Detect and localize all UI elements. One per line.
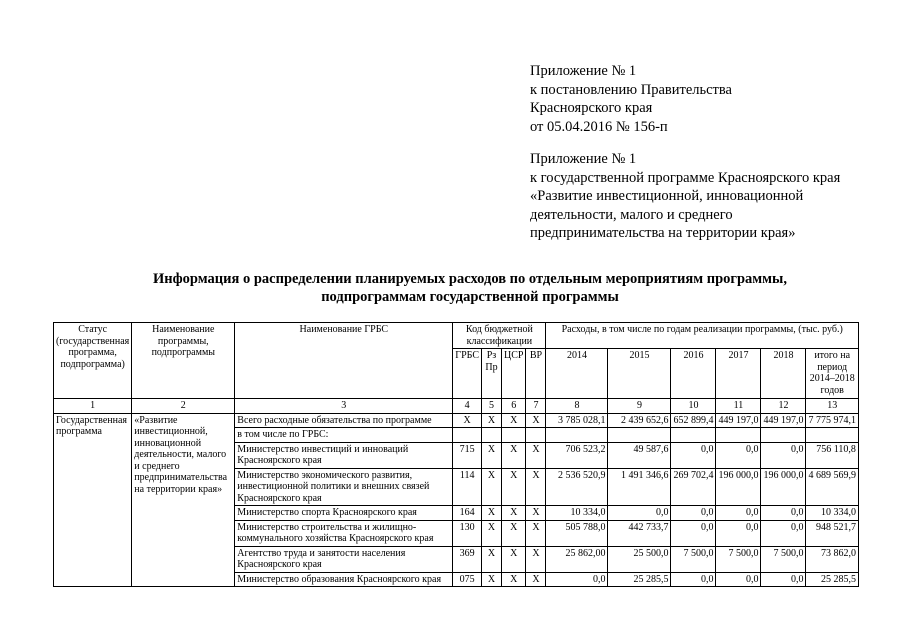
- appendix-line: предпринимательства на территории края»: [530, 225, 796, 241]
- grbs-name: Министерство экономического развития, инвестиционной политики и внешних связей Красноярского края: [235, 468, 453, 506]
- value-2017: 449 197,0: [716, 413, 761, 428]
- value-2014: 25 862,00: [546, 546, 608, 572]
- value-2016: 0,0: [671, 520, 716, 546]
- grbs-name: Министерство образования Красноярского края: [235, 572, 453, 587]
- column-number: 11: [716, 399, 761, 414]
- grbs-name: Министерство строительства и жилищно-коммунального хозяйства Красноярского края: [235, 520, 453, 546]
- code-rzpr: X: [481, 468, 501, 506]
- header-year-2016: 2016: [671, 349, 716, 399]
- code-rzpr: X: [481, 442, 501, 468]
- value-total: 7 775 974,1: [806, 413, 859, 428]
- value-2018: 0,0: [761, 572, 806, 587]
- value-2014: 2 536 520,9: [546, 468, 608, 506]
- value-2018: 196 000,0: [761, 468, 806, 506]
- value-2014: 10 334,0: [546, 506, 608, 521]
- header-expenses: Расходы, в том числе по годам реализации программы, (тыс. руб.): [546, 323, 859, 349]
- appendix-state-program: [530, 150, 840, 243]
- header-total: итого на период 2014–2018 годов: [806, 349, 859, 399]
- value-total: 10 334,0: [806, 506, 859, 521]
- header-grbs-name: Наименование ГРБС: [235, 323, 453, 399]
- header-code-csr: ЦСР: [501, 349, 525, 399]
- value-2015: 49 587,6: [608, 442, 671, 468]
- column-numbers-row: [54, 399, 859, 414]
- value-2018: 0,0: [761, 520, 806, 546]
- expenses-table: [53, 322, 859, 587]
- value-2018: [761, 428, 806, 443]
- header-year-2014: 2014: [546, 349, 608, 399]
- code-vr: X: [526, 506, 546, 521]
- appendix-line: от 05.04.2016 № 156-п: [530, 118, 668, 135]
- value-2018: 7 500,0: [761, 546, 806, 572]
- column-number: 8: [546, 399, 608, 414]
- code-csr: X: [501, 468, 525, 506]
- value-2016: 652 899,4: [671, 413, 716, 428]
- value-2016: 7 500,0: [671, 546, 716, 572]
- column-number: 5: [481, 399, 501, 414]
- value-2017: 7 500,0: [716, 546, 761, 572]
- value-2017: 196 000,0: [716, 468, 761, 506]
- header-program-name: Наименование программы, подпрограммы: [132, 323, 235, 399]
- code-vr: X: [526, 572, 546, 587]
- value-total: 25 285,5: [806, 572, 859, 587]
- title-line: подпрограммам государственной программы: [321, 289, 619, 305]
- code-rzpr: [481, 428, 501, 443]
- table-row: [54, 413, 859, 428]
- value-total: 756 110,8: [806, 442, 859, 468]
- header-code-rzpr: Рз Пр: [481, 349, 501, 399]
- value-2014: 3 785 028,1: [546, 413, 608, 428]
- header-code-vr: ВР: [526, 349, 546, 399]
- code-csr: X: [501, 520, 525, 546]
- code-grbs: 075: [453, 572, 482, 587]
- program-status: Государственная программа: [54, 413, 132, 587]
- column-number: 12: [761, 399, 806, 414]
- column-number: 6: [501, 399, 525, 414]
- code-rzpr: X: [481, 506, 501, 521]
- code-vr: X: [526, 546, 546, 572]
- value-2014: 505 788,0: [546, 520, 608, 546]
- appendix-line: Красноярского края: [530, 100, 653, 116]
- value-2015: [608, 428, 671, 443]
- appendix-government-decree: [530, 62, 732, 136]
- document-title: [60, 270, 880, 306]
- value-2015: 25 285,5: [608, 572, 671, 587]
- value-2015: 25 500,0: [608, 546, 671, 572]
- value-2014: 0,0: [546, 572, 608, 587]
- appendix-line: к государственной программе Красноярского края: [530, 169, 841, 186]
- code-rzpr: X: [481, 572, 501, 587]
- header-year-2018: 2018: [761, 349, 806, 399]
- code-csr: [501, 428, 525, 443]
- code-grbs: [453, 428, 482, 443]
- code-vr: X: [526, 413, 546, 428]
- value-2015: 442 733,7: [608, 520, 671, 546]
- value-2016: 0,0: [671, 572, 716, 587]
- code-vr: X: [526, 468, 546, 506]
- value-2015: 2 439 652,6: [608, 413, 671, 428]
- column-number: 9: [608, 399, 671, 414]
- grbs-name: Всего расходные обязательства по программе: [235, 413, 453, 428]
- value-2018: 449 197,0: [761, 413, 806, 428]
- code-grbs: X: [453, 413, 482, 428]
- code-vr: [526, 428, 546, 443]
- program-name: «Развитие инвестиционной, инновационной деятельности, малого и среднего предпринимательства на территории края»: [132, 413, 235, 587]
- code-vr: X: [526, 442, 546, 468]
- value-2018: 0,0: [761, 442, 806, 468]
- code-grbs: 130: [453, 520, 482, 546]
- grbs-name: Министерство инвестиций и инноваций Красноярского края: [235, 442, 453, 468]
- table-body: [54, 413, 859, 587]
- header-year-2017: 2017: [716, 349, 761, 399]
- value-2017: [716, 428, 761, 443]
- code-grbs: 164: [453, 506, 482, 521]
- code-csr: X: [501, 546, 525, 572]
- column-number: 2: [132, 399, 235, 414]
- value-total: 73 862,0: [806, 546, 859, 572]
- column-number: 4: [453, 399, 482, 414]
- code-csr: X: [501, 442, 525, 468]
- value-2014: 706 523,2: [546, 442, 608, 468]
- column-number: 7: [526, 399, 546, 414]
- code-grbs: 369: [453, 546, 482, 572]
- table-header: [54, 323, 859, 414]
- title-line: Информация о распределении планируемых расходов по отдельным мероприятиям программы,: [153, 271, 787, 287]
- grbs-name: Агентство труда и занятости населения Красноярского края: [235, 546, 453, 572]
- value-2016: 269 702,4: [671, 468, 716, 506]
- value-total: [806, 428, 859, 443]
- code-csr: X: [501, 506, 525, 521]
- grbs-name: Министерство спорта Красноярского края: [235, 506, 453, 521]
- value-2016: [671, 428, 716, 443]
- code-rzpr: X: [481, 413, 501, 428]
- value-2014: [546, 428, 608, 443]
- code-rzpr: X: [481, 546, 501, 572]
- appendix-line: Приложение № 1: [530, 63, 637, 79]
- value-2017: 0,0: [716, 520, 761, 546]
- header-code-grbs: ГРБС: [453, 349, 482, 399]
- value-2017: 0,0: [716, 572, 761, 587]
- code-csr: X: [501, 413, 525, 428]
- value-2017: 0,0: [716, 442, 761, 468]
- header-year-2015: 2015: [608, 349, 671, 399]
- column-number: 13: [806, 399, 859, 414]
- value-2017: 0,0: [716, 506, 761, 521]
- column-number: 1: [54, 399, 132, 414]
- appendix-line: к постановлению Правительства: [530, 81, 732, 98]
- code-grbs: 715: [453, 442, 482, 468]
- grbs-name: в том числе по ГРБС:: [235, 428, 453, 443]
- value-2015: 0,0: [608, 506, 671, 521]
- value-total: 4 689 569,9: [806, 468, 859, 506]
- column-number: 10: [671, 399, 716, 414]
- value-total: 948 521,7: [806, 520, 859, 546]
- appendix-line: деятельности, малого и среднего: [530, 206, 733, 223]
- value-2015: 1 491 346,6: [608, 468, 671, 506]
- value-2016: 0,0: [671, 506, 716, 521]
- header-status: Статус (государственная программа, подпрограмма): [54, 323, 132, 399]
- column-number: 3: [235, 399, 453, 414]
- code-grbs: 114: [453, 468, 482, 506]
- header-budget-code: Код бюджетной классификации: [453, 323, 546, 349]
- code-csr: X: [501, 572, 525, 587]
- appendix-line: «Развитие инвестиционной, инновационной: [530, 188, 804, 204]
- code-vr: X: [526, 520, 546, 546]
- value-2018: 0,0: [761, 506, 806, 521]
- code-rzpr: X: [481, 520, 501, 546]
- appendix-line: Приложение № 1: [530, 151, 637, 167]
- value-2016: 0,0: [671, 442, 716, 468]
